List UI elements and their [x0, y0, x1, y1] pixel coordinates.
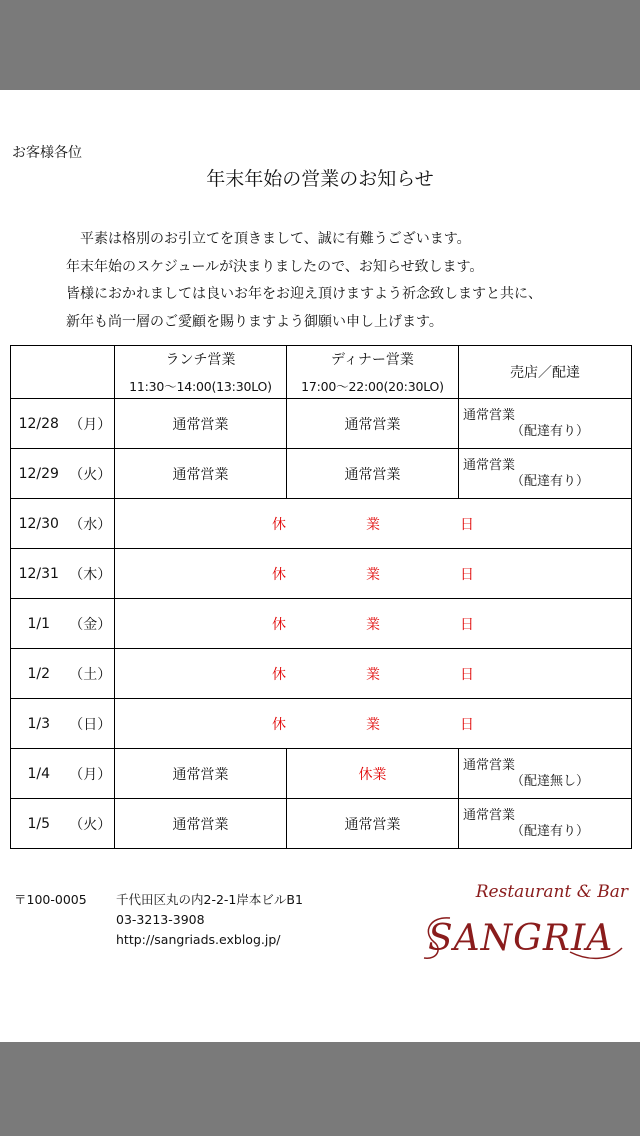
weekday-cell: （月） — [67, 749, 115, 799]
header-blank-cell — [11, 346, 115, 399]
closed-cell — [115, 649, 632, 699]
header-lunch-time: 11:30〜14:00(13:30LO) — [129, 379, 272, 394]
date-cell: 12/31 — [11, 549, 67, 599]
closed-char: 休 — [272, 566, 286, 583]
shop-status: 通常営業 — [463, 457, 516, 473]
lunch-cell: 通常営業 — [115, 399, 287, 449]
street-address: 千代田区丸の内2-2-1岸本ビルB1 — [116, 892, 303, 907]
date-cell: 1/2 — [11, 649, 67, 699]
table-row — [11, 749, 632, 799]
shop-cell — [459, 799, 632, 849]
paragraph-line: 平素は格別のお引立てを頂きまして、誠に有難うございます。 — [80, 231, 471, 247]
shop-cell — [459, 399, 632, 449]
weekday-cell: （火） — [67, 799, 115, 849]
table-row — [11, 699, 632, 749]
logo-name: SANGRIA — [428, 918, 614, 959]
table-row — [11, 499, 632, 549]
dinner-cell: 通常営業 — [287, 799, 459, 849]
date-cell: 12/30 — [11, 499, 67, 549]
date-cell: 1/4 — [11, 749, 67, 799]
shop-delivery-note: （配達有り） — [511, 823, 590, 839]
table-row — [11, 399, 632, 449]
dinner-cell: 通常営業 — [287, 449, 459, 499]
closed-char: 業 — [366, 666, 380, 683]
weekday-cell: （金） — [67, 599, 115, 649]
closed-cell — [115, 599, 632, 649]
date-cell: 12/29 — [11, 449, 67, 499]
closed-char: 日 — [460, 616, 474, 633]
schedule-table — [10, 345, 632, 849]
closed-char: 日 — [460, 516, 474, 533]
shop-delivery-note: （配達有り） — [511, 473, 590, 489]
weekday-cell: （木） — [67, 549, 115, 599]
table-row — [11, 549, 632, 599]
logo-tagline: Restaurant & Bar — [475, 882, 628, 902]
shop-delivery-note: （配達無し） — [511, 773, 590, 789]
shop-cell — [459, 449, 632, 499]
weekday-cell: （土） — [67, 649, 115, 699]
date-cell: 12/28 — [11, 399, 67, 449]
lunch-cell: 通常営業 — [115, 449, 287, 499]
closed-char: 日 — [460, 666, 474, 683]
table-row — [11, 449, 632, 499]
date-cell: 1/1 — [11, 599, 67, 649]
date-cell: 1/3 — [11, 699, 67, 749]
closed-char: 日 — [460, 566, 474, 583]
postal-code: 〒100-0005 — [14, 892, 87, 907]
closed-char: 休 — [272, 716, 286, 733]
paragraph-line: 新年も尚一層のご愛顧を賜りますよう御願い申し上げます。 — [66, 313, 443, 330]
table-row — [11, 799, 632, 849]
closed-char: 日 — [460, 716, 474, 733]
shop-status: 通常営業 — [463, 807, 516, 823]
table-row — [11, 649, 632, 699]
shop-status: 通常営業 — [463, 407, 516, 423]
weekday-cell: （火） — [67, 449, 115, 499]
shop-delivery-note: （配達有り） — [511, 423, 590, 439]
closed-cell — [115, 499, 632, 549]
lunch-cell: 通常営業 — [115, 799, 287, 849]
closed-char: 業 — [366, 716, 380, 733]
paragraph-line: 年末年始のスケジュールが決まりましたので、お知らせ致します。 — [66, 258, 484, 275]
header-lunch — [115, 346, 287, 399]
header-dinner — [287, 346, 459, 399]
closed-char: 業 — [366, 516, 380, 533]
lunch-cell: 通常営業 — [115, 749, 287, 799]
paragraph-line: 皆様におかれましては良いお年をお迎え頂けますよう祈念致しますと共に、 — [66, 286, 542, 302]
weekday-cell: （水） — [67, 499, 115, 549]
closed-char: 休 — [272, 616, 286, 633]
dinner-cell: 通常営業 — [287, 399, 459, 449]
document-page — [0, 90, 640, 1042]
header-dinner-time: 17:00〜22:00(20:30LO) — [301, 379, 444, 394]
closed-cell — [115, 549, 632, 599]
shop-status: 通常営業 — [463, 757, 516, 773]
header-lunch-label: ランチ営業 — [165, 352, 236, 368]
shop-cell — [459, 749, 632, 799]
header-row — [11, 346, 632, 399]
phone-number: 03-3213-3908 — [116, 912, 205, 927]
greeting-paragraph — [66, 226, 542, 336]
weekday-cell: （月） — [67, 399, 115, 449]
date-cell: 1/5 — [11, 799, 67, 849]
blog-url[interactable]: http://sangriads.exblog.jp/ — [116, 932, 281, 947]
closed-char: 休 — [272, 666, 286, 683]
logo-wordmark — [420, 882, 630, 982]
sangria-logo — [420, 882, 630, 982]
header-dinner-label: ディナー営業 — [331, 352, 414, 368]
closed-char: 休 — [272, 516, 286, 533]
closed-char: 業 — [366, 616, 380, 633]
table-row — [11, 599, 632, 649]
page-title: 年末年始の営業のお知らせ — [206, 168, 434, 190]
closed-cell — [115, 699, 632, 749]
weekday-cell: （日） — [67, 699, 115, 749]
header-shop: 売店／配達 — [459, 346, 632, 399]
closed-char: 業 — [366, 566, 380, 583]
addressee: お客様各位 — [12, 145, 82, 161]
dinner-cell: 休業 — [287, 749, 459, 799]
